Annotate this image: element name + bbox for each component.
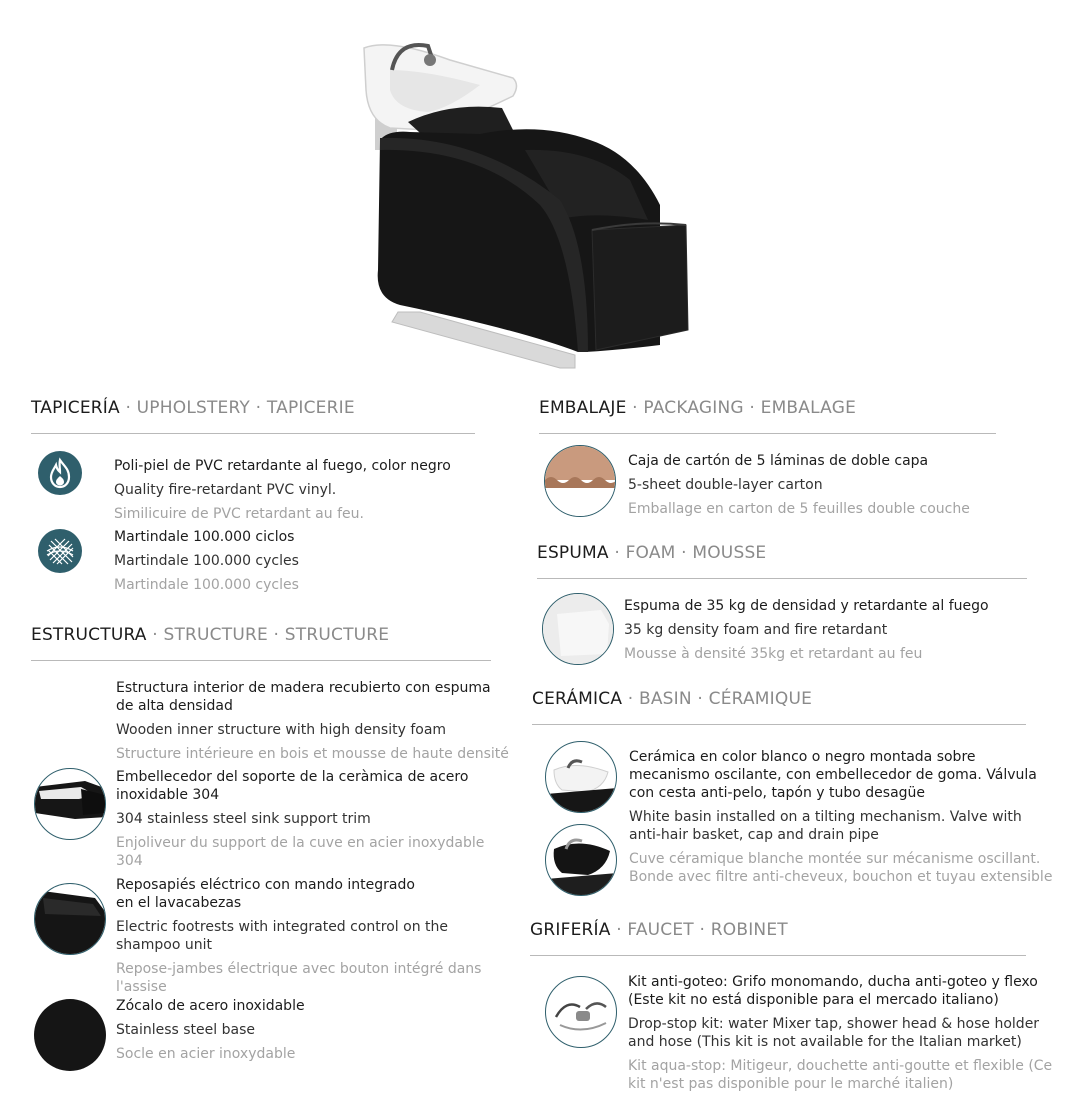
title-separator: ·: [627, 689, 634, 709]
faucet-fr-line-1: Kit aqua-stop: Mitigeur, douchette anti-goutte et flexible (Ce: [628, 1058, 1053, 1074]
black-basin-photo: [545, 824, 617, 896]
section-divider: [530, 955, 1026, 956]
carton-photo: [544, 445, 616, 517]
title-separator: ·: [273, 625, 280, 645]
basin-section-title: [532, 689, 812, 709]
upholstery-title-fr: TAPICERIE: [266, 398, 355, 418]
structure-item-2-es-line-2: inoxidable 304: [116, 787, 220, 803]
foam-fr: Mousse à densité 35kg et retardant au feu: [624, 646, 923, 662]
section-divider: [532, 724, 1026, 725]
structure-item-2-es-line-1: Embellecedor del soporte de la ceràmica de acero: [116, 769, 469, 785]
title-separator: ·: [632, 398, 638, 418]
structure-item-2-en: 304 stainless steel sink support trim: [116, 811, 371, 827]
structure-item-3-en-line-1: Electric footrests with integrated control on the: [116, 919, 448, 935]
title-separator: ·: [614, 543, 620, 563]
foam-section-title: [537, 543, 766, 563]
basin-en-line-1: White basin installed on a tilting mechanism. Valve with: [629, 809, 1022, 825]
basin-title-en: BASIN: [638, 689, 692, 709]
faucet-fr-line-2: kit n'est pas disponible pour le marché italien): [628, 1076, 954, 1092]
faucet-en-line-2: and hose (This kit is not available for the Italian market): [628, 1034, 1022, 1050]
structure-title-es: ESTRUCTURA: [31, 625, 147, 645]
structure-item-1-es-line-1: Estructura interior de madera recubierto con espuma: [116, 680, 491, 696]
faucet-title-en: FAUCET: [627, 920, 694, 940]
structure-item-3-fr-line-1: Repose-jambes électrique avec bouton intégré dans: [116, 961, 482, 977]
section-divider: [31, 433, 475, 434]
foam-es: Espuma de 35 kg de densidad y retardante al fuego: [624, 598, 989, 614]
structure-item-2-fr-line-2: 304: [116, 853, 143, 869]
faucet-kit-photo: [545, 976, 617, 1048]
upholstery-title-es: TAPICERÍA: [31, 398, 120, 418]
faucet-en-line-1: Drop-stop kit: water Mixer tap, shower head & hose holder: [628, 1016, 1040, 1032]
basin-fr-line-2: Bonde avec filtre anti-cheveux, bouchon et tuyau extensible: [629, 869, 1053, 885]
upholstery-item-1-en: Quality fire-retardant PVC vinyl.: [114, 482, 337, 498]
section-divider: [537, 578, 1027, 579]
packaging-es: Caja de cartón de 5 láminas de doble capa: [628, 453, 929, 469]
title-separator: ·: [152, 625, 158, 645]
title-separator: ·: [681, 543, 687, 563]
section-divider: [539, 433, 996, 434]
title-separator: ·: [255, 398, 262, 418]
upholstery-item-2-en: Martindale 100.000 cycles: [114, 553, 299, 569]
faucet-title-es: GRIFERÍA: [530, 920, 611, 940]
faucet-es-line-2: (Este kit no está disponible para el mercado italiano): [628, 992, 999, 1008]
shampoo-unit-product-image: [330, 30, 730, 375]
structure-item-1-es-line-2: de alta densidad: [116, 698, 233, 714]
upholstery-title-en: UPHOLSTERY: [136, 398, 251, 418]
structure-item-4-fr: Socle en acier inoxydable: [116, 1046, 296, 1062]
structure-section-title: [31, 625, 389, 645]
basin-es-line-1: Cerámica en color blanco o negro montada sobre: [629, 749, 976, 765]
faucet-section-title: [530, 920, 788, 940]
basin-title-fr: CÉRAMIQUE: [708, 689, 813, 709]
basin-title-es: CERÁMICA: [532, 689, 623, 709]
faucet-es-line-1: Kit anti-goteo: Grifo monomando, ducha anti-goteo y flexo: [628, 974, 1038, 990]
packaging-fr: Emballage en carton de 5 feuilles double couche: [628, 501, 970, 517]
packaging-section-title: [539, 398, 856, 418]
basin-es-line-2: mecanismo oscilante, con embellecedor de goma. Válvula: [629, 767, 1037, 783]
steel-base-photo: [34, 999, 106, 1071]
title-separator: ·: [699, 920, 706, 940]
structure-item-1-en: Wooden inner structure with high density foam: [116, 722, 447, 738]
basin-es-line-3: con cesta anti-pelo, tapón y tubo desagüe: [629, 785, 926, 801]
foam-photo: [542, 593, 614, 665]
structure-title-fr: STRUCTURE: [284, 625, 390, 645]
upholstery-section-title: [31, 398, 355, 418]
structure-item-1-fr: Structure intérieure en bois et mousse de haute densité: [116, 746, 509, 762]
structure-item-3-es-line-2: en el lavacabezas: [116, 895, 242, 911]
foam-title-es: ESPUMA: [537, 543, 609, 563]
upholstery-item-1-fr: Similicuire de PVC retardant au feu.: [114, 506, 364, 522]
section-divider: [31, 660, 491, 661]
sink-support-trim-photo: [34, 768, 106, 840]
structure-item-3-fr-line-2: l'assise: [116, 979, 167, 995]
structure-item-3-en-line-2: shampoo unit: [116, 937, 212, 953]
title-separator: ·: [616, 920, 622, 940]
faucet-title-fr: ROBINET: [710, 920, 788, 940]
upholstery-item-2-fr: Martindale 100.000 cycles: [114, 577, 299, 593]
packaging-title-fr: EMBALAGE: [760, 398, 857, 418]
structure-item-3-es-line-1: Reposapiés eléctrico con mando integrado: [116, 877, 415, 893]
packaging-title-es: EMBALAJE: [539, 398, 627, 418]
packaging-title-en: PACKAGING: [643, 398, 744, 418]
title-separator: ·: [125, 398, 132, 418]
foam-title-en: FOAM: [625, 543, 676, 563]
upholstery-item-1-es: Poli-piel de PVC retardante al fuego, color negro: [114, 458, 451, 474]
foam-en: 35 kg density foam and fire retardant: [624, 622, 888, 638]
packaging-en: 5-sheet double-layer carton: [628, 477, 823, 493]
structure-item-4-en: Stainless steel base: [116, 1022, 255, 1038]
structure-title-en: STRUCTURE: [163, 625, 268, 645]
upholstery-item-2-es: Martindale 100.000 ciclos: [114, 529, 295, 545]
mesh-icon: [38, 529, 82, 573]
white-basin-photo: [545, 741, 617, 813]
basin-fr-line-1: Cuve céramique blanche montée sur mécanisme oscillant.: [629, 851, 1041, 867]
basin-en-line-2: anti-hair basket, cap and drain pipe: [629, 827, 879, 843]
electric-footrest-photo: [34, 883, 106, 955]
title-separator: ·: [749, 398, 756, 418]
foam-title-fr: MOUSSE: [692, 543, 767, 563]
flame-icon: [38, 451, 82, 495]
structure-item-2-fr-line-1: Enjoliveur du support de la cuve en acier inoxydable: [116, 835, 485, 851]
title-separator: ·: [697, 689, 704, 709]
structure-item-4-es: Zócalo de acero inoxidable: [116, 998, 305, 1014]
